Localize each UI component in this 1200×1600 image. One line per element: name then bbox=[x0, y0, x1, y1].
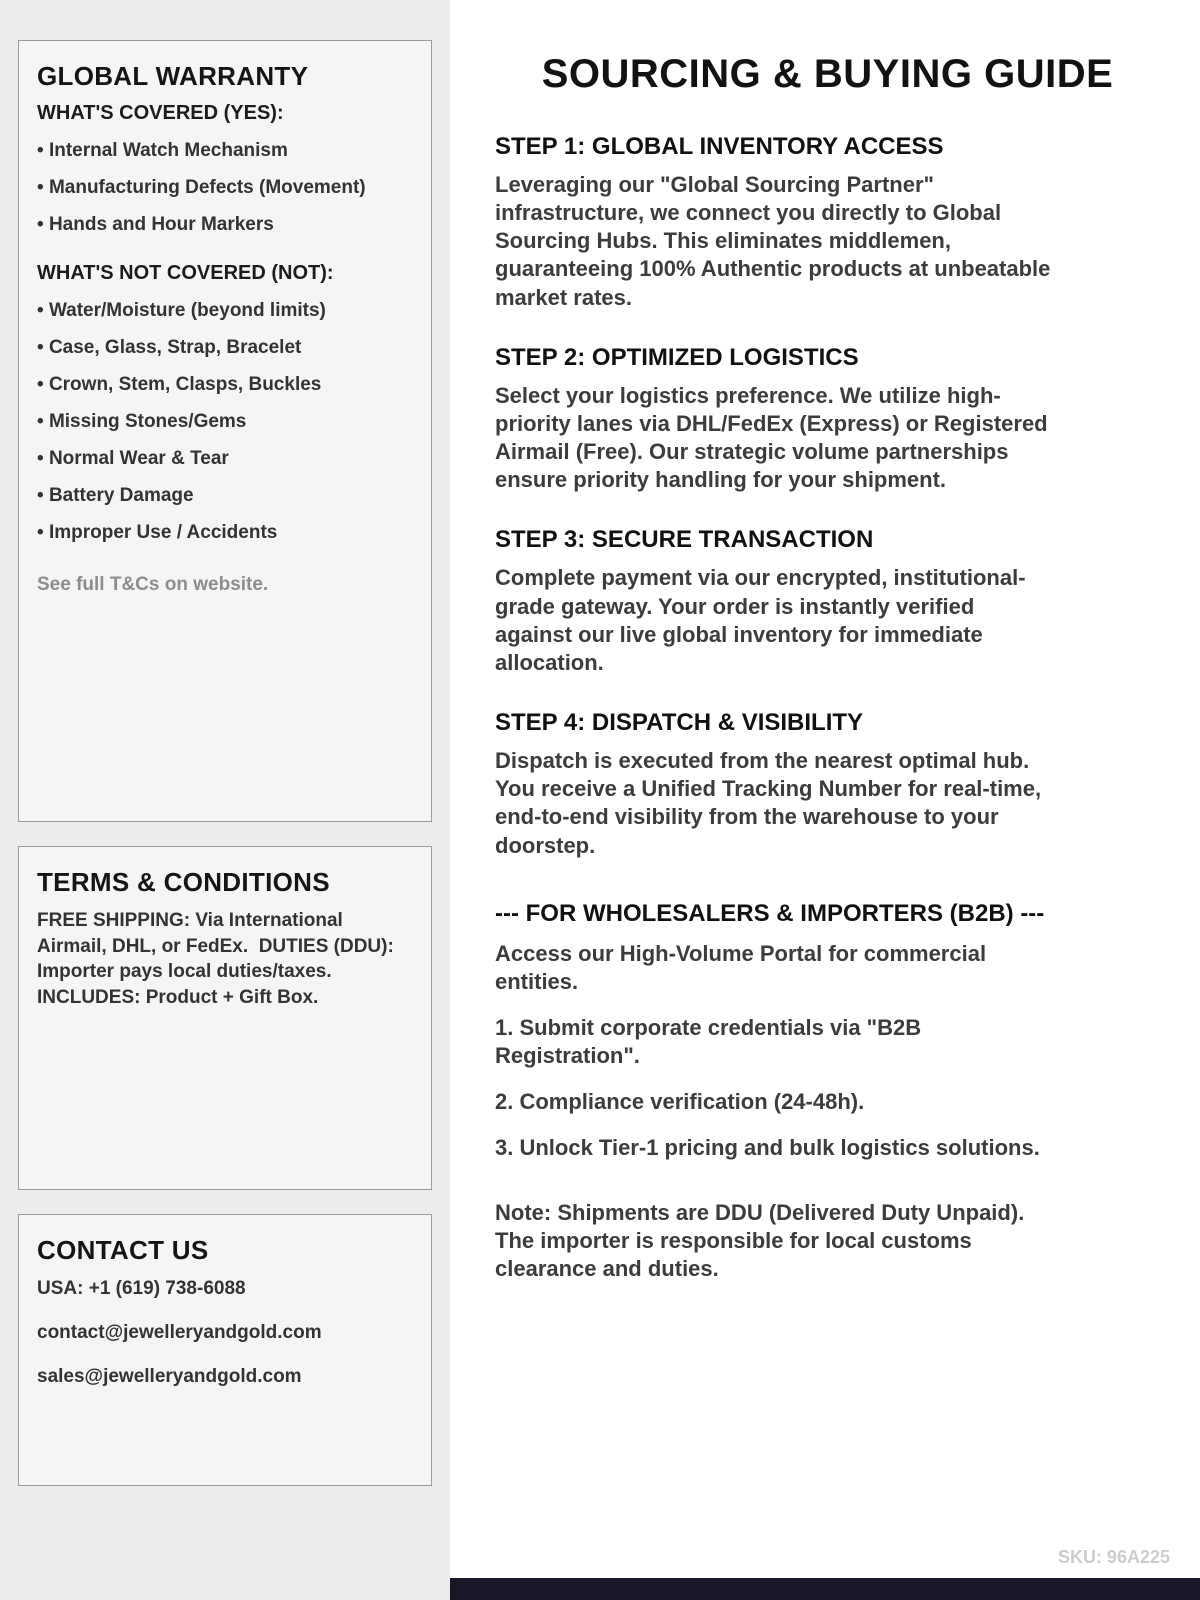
not-covered-list bbox=[37, 300, 413, 544]
b2b-intro: Access our High-Volume Portal for commercial entities. bbox=[495, 940, 987, 994]
b2b-heading: --- FOR WHOLESALERS & IMPORTERS (B2B) --- bbox=[495, 899, 1045, 927]
covered-list bbox=[37, 140, 413, 236]
list-item: • Improper Use / Accidents bbox=[37, 522, 413, 544]
contact-box bbox=[18, 1214, 432, 1486]
step-body: Complete payment via our encrypted, institutional-grade gateway. Your order is instantly verified against our live global inventory for immediate allocation. bbox=[495, 565, 1026, 675]
list-item: • Water/Moisture (beyond limits) bbox=[37, 300, 413, 322]
sidebar bbox=[0, 0, 450, 1600]
terms-box bbox=[18, 846, 432, 1190]
warranty-title: GLOBAL WARRANTY bbox=[37, 61, 309, 91]
not-covered-title: WHAT'S NOT COVERED (NOT): bbox=[37, 262, 334, 284]
b2b-item: 3. Unlock Tier-1 pricing and bulk logistics solutions. bbox=[495, 1135, 1040, 1161]
bottom-bar bbox=[450, 1578, 1200, 1600]
step-heading: STEP 4: DISPATCH & VISIBILITY bbox=[495, 709, 864, 737]
step-body: Leveraging our "Global Sourcing Partner" infrastructure, we connect you directly to Global Sourcing Hubs. This eliminates middlemen, guaranteeing 100% Authentic products at unbeatable market rates. bbox=[495, 172, 1051, 310]
main-content bbox=[450, 0, 1200, 1600]
step-2 bbox=[495, 344, 1160, 495]
warranty-footnote: See full T&Cs on website. bbox=[37, 574, 269, 595]
contact-email-primary: contact@jewelleryandgold.com bbox=[37, 1322, 322, 1343]
b2b-item: 2. Compliance verification (24-48h). bbox=[495, 1089, 865, 1115]
step-4 bbox=[495, 709, 1160, 860]
terms-body: FREE SHIPPING: Via International Airmail, DHL, or FedEx. DUTIES (DDU): Importer pays local duties/taxes. INCLUDES: Product + Gift Box. bbox=[37, 910, 400, 1008]
contact-email-sales: sales@jewelleryandgold.com bbox=[37, 1366, 302, 1387]
step-body: Dispatch is executed from the nearest optimal hub. You receive a Unified Tracking Number for real-time, end-to-end visibility from the warehouse to your doorstep. bbox=[495, 748, 1042, 858]
sku-label: SKU: 96A225 bbox=[1057, 1547, 1170, 1567]
list-item: • Battery Damage bbox=[37, 485, 413, 507]
b2b-section bbox=[495, 900, 1160, 1283]
list-item: • Case, Glass, Strap, Bracelet bbox=[37, 337, 413, 359]
step-heading: STEP 3: SECURE TRANSACTION bbox=[495, 526, 874, 554]
terms-title: TERMS & CONDITIONS bbox=[37, 867, 330, 897]
list-item: • Manufacturing Defects (Movement) bbox=[37, 177, 413, 199]
step-body: Select your logistics preference. We utilize high-priority lanes via DHL/FedEx (Express) or Registered Airmail (Free). Our strategic volume partnerships ensure priority handling for your shipment. bbox=[495, 382, 1048, 493]
page-title: SOURCING & BUYING GUIDE bbox=[541, 52, 1114, 96]
list-item: • Crown, Stem, Clasps, Buckles bbox=[37, 374, 413, 396]
step-heading: STEP 1: GLOBAL INVENTORY ACCESS bbox=[495, 133, 944, 160]
contact-phone: USA: +1 (619) 738-6088 bbox=[37, 1278, 246, 1299]
list-item: • Normal Wear & Tear bbox=[37, 448, 413, 470]
warranty-box bbox=[18, 40, 432, 822]
contact-title: CONTACT US bbox=[37, 1235, 209, 1265]
b2b-item: 1. Submit corporate credentials via "B2B Registration". bbox=[495, 1014, 922, 1069]
list-item: • Hands and Hour Markers bbox=[37, 214, 413, 236]
step-heading: STEP 2: OPTIMIZED LOGISTICS bbox=[495, 343, 859, 371]
b2b-note: Note: Shipments are DDU (Delivered Duty Unpaid). The importer is responsible for local customs clearance and duties. bbox=[495, 1199, 1025, 1281]
covered-title: WHAT'S COVERED (YES): bbox=[37, 102, 284, 124]
list-item: • Missing Stones/Gems bbox=[37, 411, 413, 433]
step-1 bbox=[495, 133, 1160, 312]
list-item: • Internal Watch Mechanism bbox=[37, 140, 413, 162]
step-3 bbox=[495, 526, 1160, 677]
